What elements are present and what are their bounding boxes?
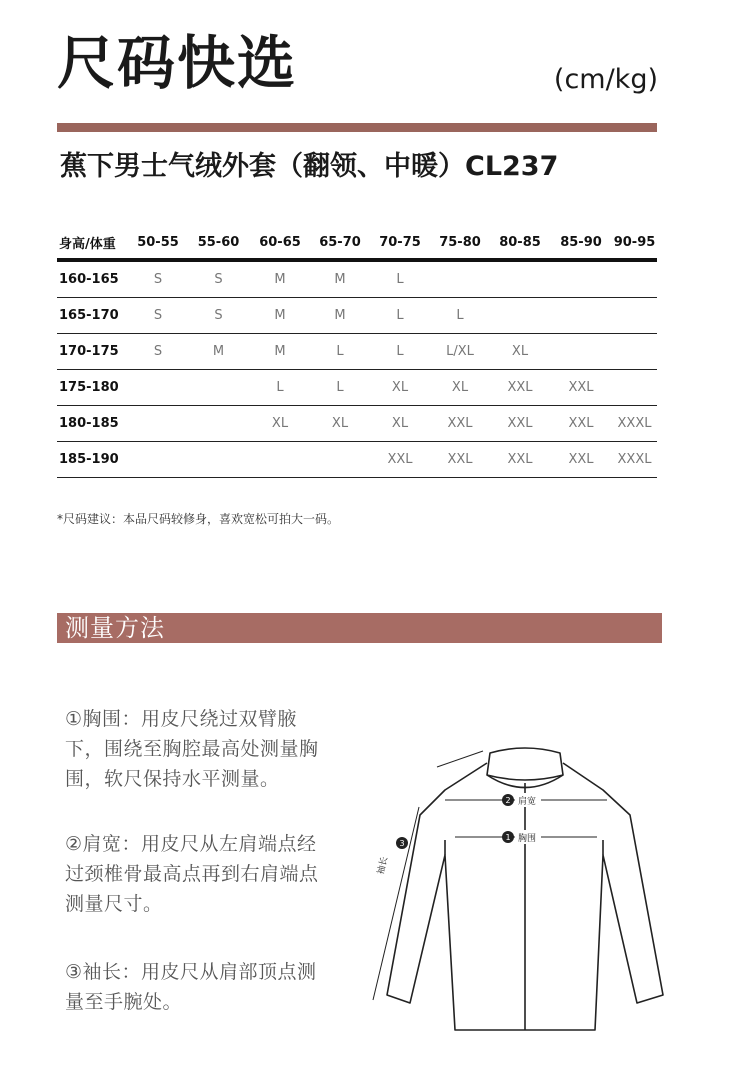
size-cell (490, 260, 550, 298)
header-cell: 65-70 (319, 234, 361, 250)
size-cell: L (370, 298, 430, 334)
size-cell (187, 370, 250, 406)
height-range-cell: 180-185 (57, 406, 129, 442)
size-cell (612, 298, 657, 334)
collar-measure-line (437, 751, 483, 767)
header-cell: 身高/体重 (59, 236, 116, 252)
size-cell: XXL (490, 406, 550, 442)
size-cell: XL (370, 406, 430, 442)
table-row (57, 406, 657, 442)
size-cell: XXXL (612, 442, 657, 478)
size-cell: M (250, 260, 310, 298)
size-cell: L (310, 334, 370, 370)
size-table (57, 226, 657, 478)
chest-marker (502, 830, 541, 844)
size-cell: M (250, 334, 310, 370)
size-cell (187, 442, 250, 478)
size-cell: XL (250, 406, 310, 442)
unit-label: (cm/kg) (553, 64, 658, 95)
size-cell (550, 260, 612, 298)
shoulder-measure-instruction: ②肩宽：用皮尺从左肩端点经过颈椎骨最高点再到右肩端点测量尺寸。 (65, 833, 319, 915)
size-cell: XXL (370, 442, 430, 478)
table-row (57, 370, 657, 406)
size-cell (612, 334, 657, 370)
size-cell: XL (370, 370, 430, 406)
size-cell (550, 298, 612, 334)
size-cell: S (129, 260, 187, 298)
size-cell (490, 298, 550, 334)
size-cell: S (129, 334, 187, 370)
size-cell: XXXL (612, 406, 657, 442)
size-cell (129, 406, 187, 442)
size-cell: L (250, 370, 310, 406)
header-cell: 75-80 (439, 234, 481, 250)
size-cell: M (250, 298, 310, 334)
size-cell: M (187, 334, 250, 370)
size-cell: XXL (490, 442, 550, 478)
product-name: 蕉下男士气绒外套（翻领、中暖）CL237 (60, 151, 559, 182)
size-cell (612, 370, 657, 406)
size-cell: S (187, 298, 250, 334)
size-cell: S (129, 298, 187, 334)
height-range-cell: 185-190 (57, 442, 129, 478)
table-row (57, 298, 657, 334)
header-cell: 80-85 (499, 234, 541, 250)
size-cell (129, 370, 187, 406)
jacket-measurement-diagram (345, 745, 685, 1035)
page-title: 尺码快选 (57, 29, 298, 97)
size-cell: XXL (430, 406, 490, 442)
header-cell: 90-95 (613, 234, 656, 250)
size-cell: L (310, 370, 370, 406)
header-cell: 55-60 (197, 234, 240, 250)
size-cell: XXL (550, 442, 612, 478)
jacket-outline (387, 748, 663, 1030)
height-range-cell: 165-170 (57, 298, 129, 334)
height-range-cell: 160-165 (57, 260, 129, 298)
size-cell: L (430, 298, 490, 334)
table-row (57, 442, 657, 478)
size-cell: XL (430, 370, 490, 406)
size-table-header (57, 226, 657, 260)
size-cell (250, 442, 310, 478)
shoulder-marker (502, 793, 541, 807)
size-cell: XL (490, 334, 550, 370)
height-range-cell: 175-180 (57, 370, 129, 406)
size-cell (612, 260, 657, 298)
svg-text:3: 3 (399, 839, 405, 848)
header-cell: 50-55 (137, 234, 179, 250)
size-cell (129, 442, 187, 478)
title-divider-bar (57, 123, 657, 132)
table-row (57, 260, 657, 298)
size-cell: M (310, 298, 370, 334)
header-cell: 60-65 (259, 234, 301, 250)
size-cell (430, 260, 490, 298)
header-cell: 70-75 (379, 234, 421, 250)
size-cell: S (187, 260, 250, 298)
section-title: 测量方法 (65, 614, 165, 642)
sleeve-marker (374, 837, 408, 876)
height-range-cell: 170-175 (57, 334, 129, 370)
shoulder-label: 肩宽 (518, 797, 537, 807)
size-cell: XXL (430, 442, 490, 478)
size-cell: XXL (550, 406, 612, 442)
size-cell: L/XL (430, 334, 490, 370)
sleeve-measure-line (373, 807, 419, 1000)
size-note: *尺码建议：本品尺码较修身，喜欢宽松可拍大一码。 (57, 512, 340, 526)
chest-measure-instruction: ①胸围：用皮尺绕过双臂腋下，围绕至胸腔最高处测量胸围，软尺保持水平测量。 (65, 708, 319, 790)
sleeve-label: 袖长 (376, 855, 391, 876)
svg-text:1: 1 (505, 833, 511, 842)
chest-label: 胸围 (518, 834, 537, 844)
size-cell: XXL (490, 370, 550, 406)
sleeve-measure-instruction: ③袖长：用皮尺从肩部顶点测量至手腕处。 (65, 961, 317, 1013)
size-cell (310, 442, 370, 478)
table-row (57, 334, 657, 370)
size-cell: XL (310, 406, 370, 442)
svg-text:2: 2 (505, 796, 511, 805)
size-cell: M (310, 260, 370, 298)
size-cell (187, 406, 250, 442)
size-cell: XXL (550, 370, 612, 406)
size-cell (550, 334, 612, 370)
size-cell: L (370, 260, 430, 298)
header-cell: 85-90 (560, 234, 602, 250)
size-cell: L (370, 334, 430, 370)
